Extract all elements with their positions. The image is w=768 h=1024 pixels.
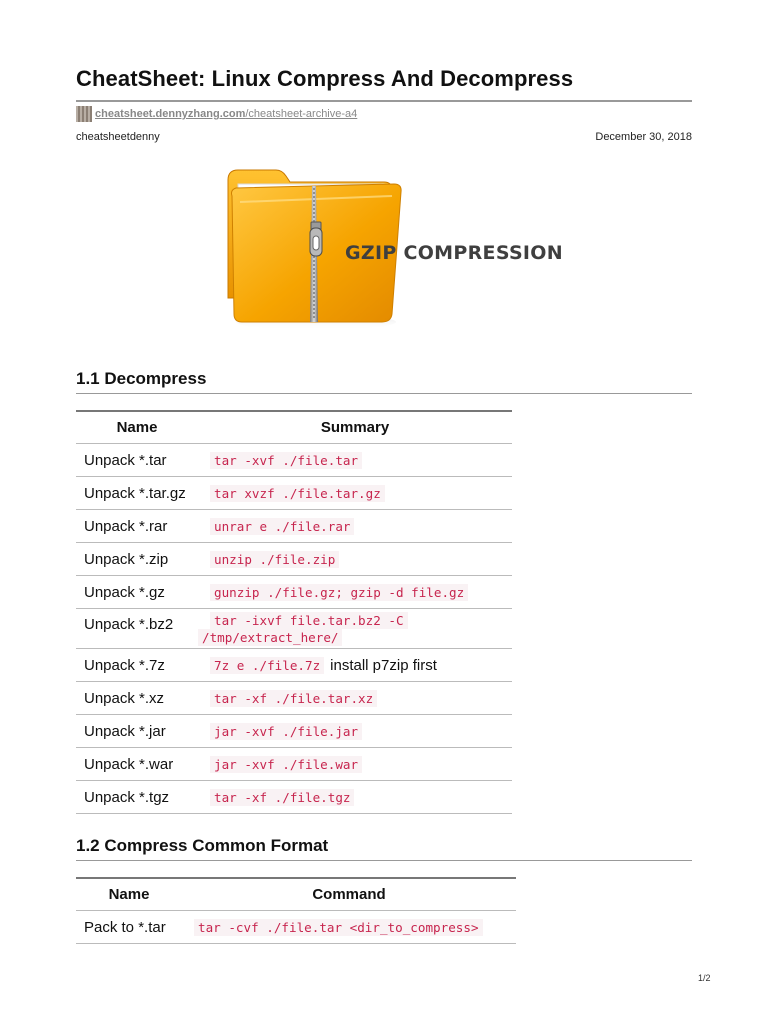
row-name: Unpack *.jar (76, 715, 198, 748)
section-decompress-divider (76, 393, 692, 394)
table-row (76, 543, 512, 576)
table-row (76, 649, 512, 682)
section-compress-heading: 1.2 Compress Common Format (76, 836, 329, 855)
decompress-table (76, 410, 512, 814)
command-code: gunzip ./file.gz; gzip -d file.gz (210, 584, 468, 601)
table-row (76, 576, 512, 609)
row-name: Unpack *.tgz (76, 781, 198, 814)
source-link[interactable] (95, 108, 357, 120)
table-row (76, 609, 512, 649)
row-name: Unpack *.tar (76, 444, 198, 477)
hero-caption: GZIP COMPRESSION (345, 242, 563, 264)
page-number: 1/2 (698, 973, 711, 983)
command-code: tar -xf ./file.tar.xz (210, 690, 377, 707)
column-header-command: Command (182, 878, 516, 911)
title-divider (76, 100, 692, 102)
command-code-line-2: /tmp/extract_here/ (198, 629, 342, 646)
command-code: tar -xf ./file.tgz (210, 789, 354, 806)
row-name: Unpack *.war (76, 748, 198, 781)
row-name: Unpack *.bz2 (76, 609, 198, 649)
table-row (76, 715, 512, 748)
command-code-wrapped (198, 612, 408, 646)
row-name: Unpack *.rar (76, 510, 198, 543)
row-name: Unpack *.7z (76, 649, 198, 682)
table-header-row (76, 411, 512, 444)
table-row (76, 682, 512, 715)
table-row (76, 444, 512, 477)
command-code: 7z e ./file.7z (210, 657, 324, 674)
section-decompress-heading: 1.1 Decompress (76, 369, 207, 388)
command-code: tar -xvf ./file.tar (210, 452, 362, 469)
command-code: unzip ./file.zip (210, 551, 339, 568)
author: cheatsheetdenny (76, 131, 160, 143)
row-name: Unpack *.tar.gz (76, 477, 198, 510)
command-code: unrar e ./file.rar (210, 518, 354, 535)
table-row (76, 781, 512, 814)
row-name: Unpack *.zip (76, 543, 198, 576)
command-code: tar xvzf ./file.tar.gz (210, 485, 385, 502)
page-title: CheatSheet: Linux Compress And Decompress (76, 66, 574, 91)
column-header-summary: Summary (198, 411, 512, 444)
command-code-line-1: tar -ixvf file.tar.bz2 -C (210, 612, 408, 629)
command-code: tar -cvf ./file.tar <dir_to_compress> (194, 919, 483, 936)
command-code: jar -xvf ./file.jar (210, 723, 362, 740)
column-header-name: Name (76, 878, 182, 911)
table-row (76, 510, 512, 543)
table-row (76, 911, 516, 944)
row-note: install p7zip first (330, 656, 437, 674)
row-name: Pack to *.tar (76, 911, 182, 944)
row-name: Unpack *.gz (76, 576, 198, 609)
source-path[interactable]: /cheatsheet-archive-a4 (245, 108, 358, 120)
hero-image (224, 166, 563, 332)
column-header-name: Name (76, 411, 198, 444)
section-compress-divider (76, 860, 692, 861)
publish-date: December 30, 2018 (595, 131, 692, 143)
compress-table (76, 877, 516, 944)
site-favicon-icon (76, 106, 92, 122)
table-header-row (76, 878, 516, 911)
command-code: jar -xvf ./file.war (210, 756, 362, 773)
source-row (76, 106, 357, 122)
row-name: Unpack *.xz (76, 682, 198, 715)
source-domain[interactable]: cheatsheet.dennyzhang.com (95, 108, 246, 120)
table-row (76, 748, 512, 781)
table-row (76, 477, 512, 510)
